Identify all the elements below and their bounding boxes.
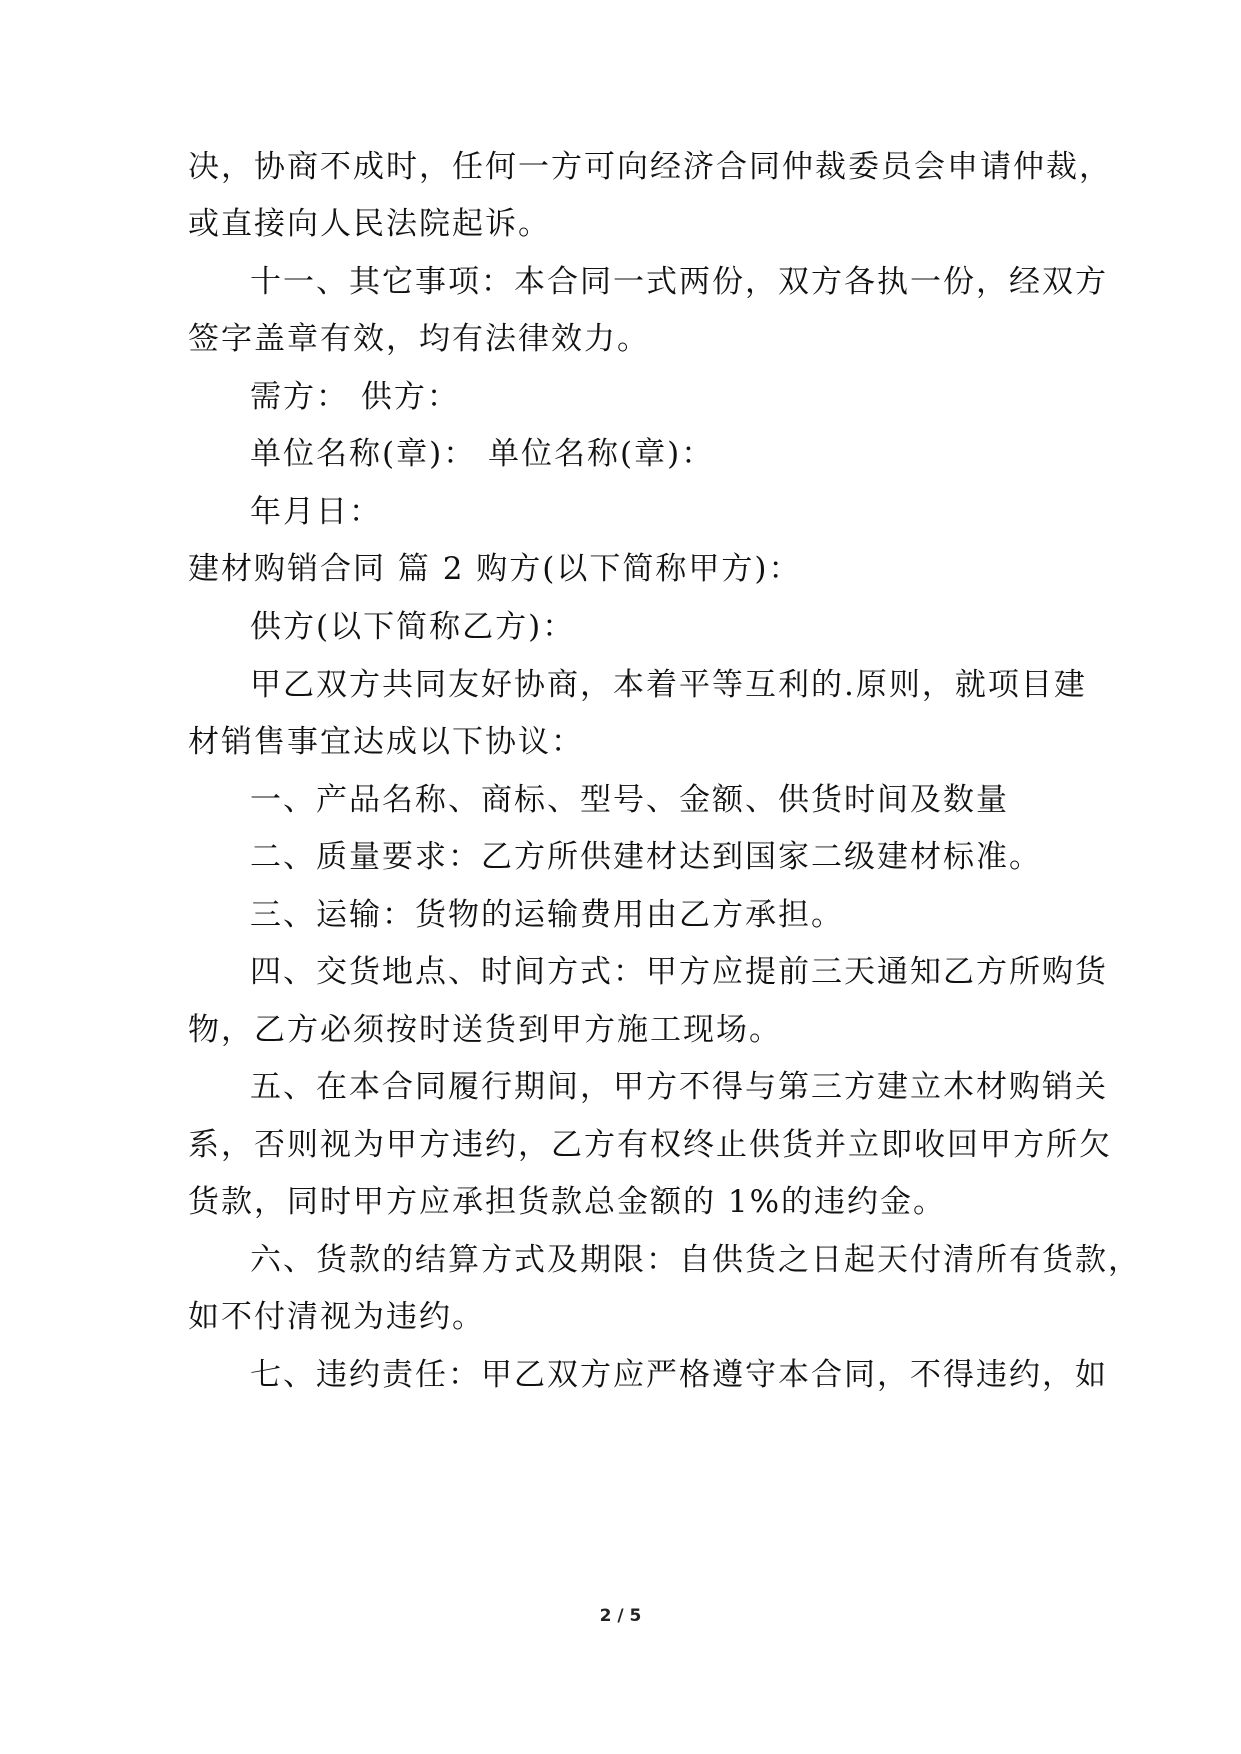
section-heading: 建材购销合同 篇 2 购方(以下简称甲方)： [188,551,802,587]
text-line: 十一、其它事项：本合同一式两份，双方各执一份，经双方 [250,264,1108,300]
text-line: 系，否则视为甲方违约，乙方有权终止供货并立即收回甲方所欠 [188,1127,1112,1163]
text-line: 三、运输：货物的运输费用由乙方承担。 [250,897,844,933]
text-line: 供方(以下简称乙方)： [250,609,576,645]
text-line: 一、产品名称、商标、型号、金额、供货时间及数量 [250,782,1009,818]
text-line: 七、违约责任：甲乙双方应严格遵守本合同，不得违约，如 [250,1357,1108,1393]
text-line: 签字盖章有效，均有法律效力。 [188,321,650,357]
text-line: 四、交货地点、时间方式：甲方应提前三天通知乙方所购货 [250,954,1108,990]
text-line: 需方： 供方： [250,379,460,415]
text-line: 二、质量要求：乙方所供建材达到国家二级建材标准。 [250,839,1042,875]
text-line: 单位名称(章)： 单位名称(章)： [250,436,715,472]
text-line: 或直接向人民法院起诉。 [188,206,551,242]
text-line: 材销售事宜达成以下协议： [188,724,584,760]
text-line: 决，协商不成时，任何一方可向经济合同仲裁委员会申请仲裁， [188,149,1112,185]
text-line: 五、在本合同履行期间，甲方不得与第三方建立木材购销关 [250,1069,1108,1105]
text-line: 货款，同时甲方应承担货款总金额的 1%的违约金。 [188,1184,947,1220]
text-line: 年月日： [250,494,382,530]
text-line: 六、货款的结算方式及期限：自供货之日起天付清所有货款， [250,1242,1141,1278]
text-line: 物，乙方必须按时送货到甲方施工现场。 [188,1012,782,1048]
page-number: 2 / 5 [599,1606,642,1626]
text-line: 如不付清视为违约。 [188,1299,485,1335]
text-line: 甲乙双方共同友好协商，本着平等互利的.原则，就项目建 [250,667,1087,703]
